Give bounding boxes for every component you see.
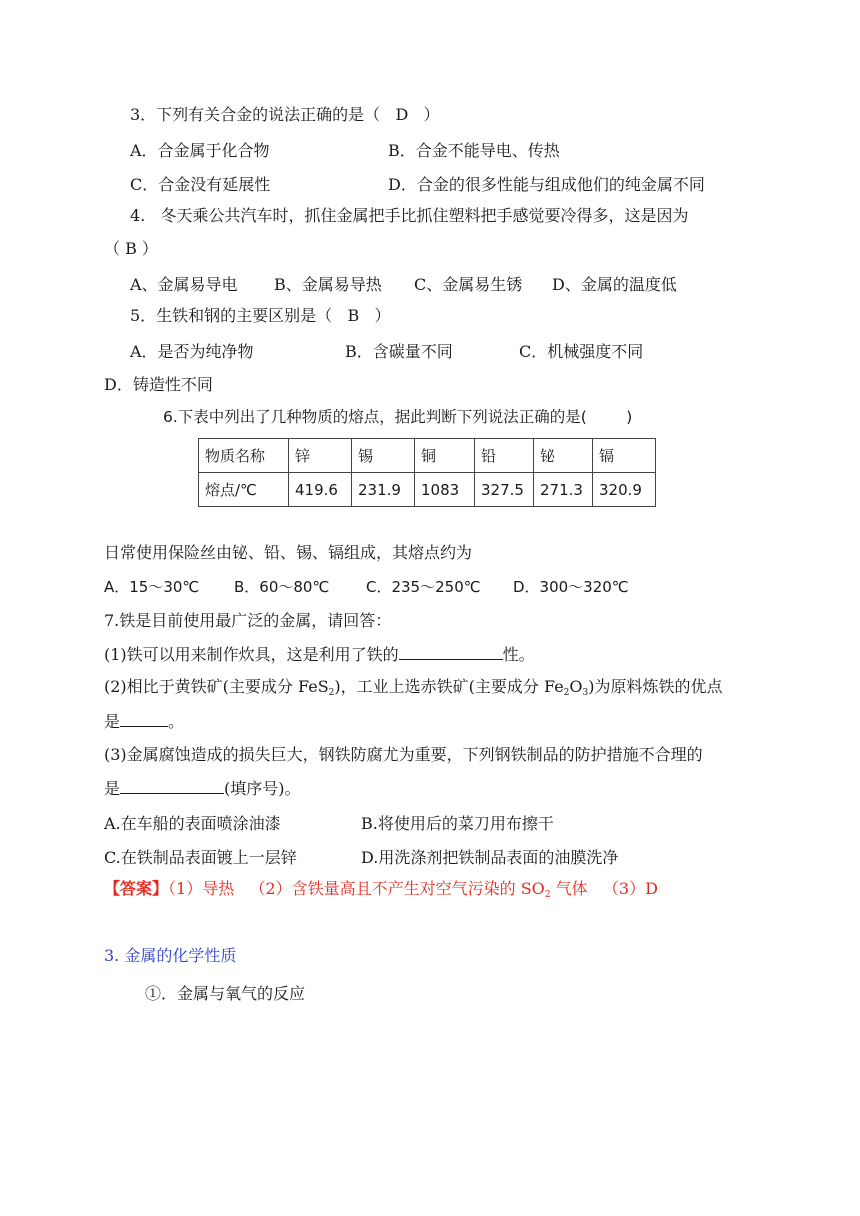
melting-point-table	[198, 438, 656, 507]
table-header-cell: 熔点/℃	[199, 473, 289, 507]
answer-line	[104, 878, 658, 906]
q6-option-d: D．300～320℃	[513, 578, 629, 596]
answer-text-b: 气体 （3）D	[550, 879, 658, 898]
q4-option-d: D、金属的温度低	[552, 275, 677, 294]
table-cell: 327.5	[475, 473, 534, 507]
q7-option-c: C.在铁制品表面镀上一层锌	[104, 848, 297, 867]
q7-part2-text-c: O	[569, 677, 583, 696]
table-cell: 锡	[352, 439, 415, 473]
table-cell: 320.9	[593, 473, 656, 507]
table-row-names	[199, 439, 656, 473]
subscript: 2	[563, 688, 570, 698]
subscript: 3	[582, 688, 589, 698]
q7-part2	[104, 676, 723, 704]
q7-option-a: A.在车船的表面喷涂油漆	[104, 814, 281, 833]
q3-option-c: C．合金没有延展性	[130, 175, 271, 194]
table-cell: 231.9	[352, 473, 415, 507]
q7-part2-text-d: )为原料炼铁的优点	[588, 677, 723, 696]
answer-blank[interactable]	[120, 777, 224, 794]
q7-part2-line2	[104, 710, 184, 733]
table-cell: 铜	[415, 439, 475, 473]
q7-part2-line2-suffix: 。	[168, 712, 185, 731]
answer-tag: 【答案】	[104, 879, 169, 898]
table-cell: 镉	[593, 439, 656, 473]
q6-option-c: C．235～250℃	[366, 578, 481, 596]
q4-option-a: A、金属易导电	[130, 275, 238, 294]
q5-option-d: D．铸造性不同	[104, 375, 213, 394]
q7-part1-text: (1)铁可以用来制作炊具，这是利用了铁的	[104, 645, 399, 664]
section-subheading: ①．金属与氧气的反应	[145, 984, 306, 1003]
q5-option-c: C．机械强度不同	[519, 342, 644, 361]
q4-stem: 4. 冬天乘公共汽车时，抓住金属把手比抓住塑料把手感觉要冷得多，这是因为	[130, 206, 689, 225]
answer-text-a: （1）导热 （2）含铁量高且不产生对空气污染的 SO	[168, 879, 545, 898]
q7-option-b: B.将使用后的菜刀用布擦干	[361, 814, 554, 833]
q7-part1-suffix: 性。	[502, 645, 535, 664]
q7-stem: 7.铁是目前使用最广泛的金属，请回答：	[104, 611, 392, 630]
table-cell: 锌	[289, 439, 352, 473]
answer-blank[interactable]	[120, 710, 168, 727]
subscript: 2	[328, 688, 335, 698]
table-row-values	[199, 473, 656, 507]
subscript: 2	[544, 890, 551, 900]
table-header-cell: 物质名称	[199, 439, 289, 473]
q3-option-d: D．合金的很多性能与组成他们的纯金属不同	[388, 175, 705, 194]
q3-stem: 3．下列有关合金的说法正确的是（ D ）	[130, 105, 440, 124]
q7-part3-line2	[104, 777, 301, 800]
q7-option-d: D.用洗涤剂把铁制品表面的油膜洗净	[361, 848, 619, 867]
q5-option-a: A．是否为纯净物	[130, 342, 254, 361]
q4-option-b: B、金属易导热	[274, 275, 382, 294]
q7-part2-text-a: (2)相比于黄铁矿(主要成分 FeS	[104, 677, 329, 696]
q7-part1	[104, 643, 535, 666]
section-heading: 3. 金属的化学性质	[104, 946, 237, 965]
q7-part2-text-b: )，工业上选赤铁矿(主要成分 Fe	[334, 677, 564, 696]
q6-stem: 6.下表中列出了几种物质的熔点，据此判断下列说法正确的是( )	[163, 408, 633, 426]
q5-stem: 5．生铁和钢的主要区别是（ B ）	[130, 306, 391, 325]
q7-part2-line2-text: 是	[104, 712, 121, 731]
table-cell: 1083	[415, 473, 475, 507]
q7-part3: (3)金属腐蚀造成的损失巨大，钢铁防腐尤为重要，下列钢铁制品的防护措施不合理的	[104, 745, 703, 764]
q4-option-c: C、金属易生锈	[414, 275, 523, 294]
q4-answer-paren: （ B ）	[104, 239, 158, 258]
q5-option-b: B．含碳量不同	[345, 342, 453, 361]
q6-follow-text: 日常使用保险丝由铋、铅、锡、镉组成，其熔点约为	[104, 543, 473, 562]
q6-option-b: B．60～80℃	[234, 578, 330, 596]
table-cell: 419.6	[289, 473, 352, 507]
answer-blank[interactable]	[399, 643, 503, 660]
q3-option-b: B．合金不能导电、传热	[388, 141, 560, 160]
table-cell: 铋	[534, 439, 593, 473]
q7-part3-line2-suffix: (填序号)。	[224, 779, 301, 798]
q3-option-a: A．合金属于化合物	[130, 141, 270, 160]
q6-option-a: A．15～30℃	[104, 578, 200, 596]
table-cell: 271.3	[534, 473, 593, 507]
table-cell: 铅	[475, 439, 534, 473]
q7-part3-line2-text: 是	[104, 779, 121, 798]
